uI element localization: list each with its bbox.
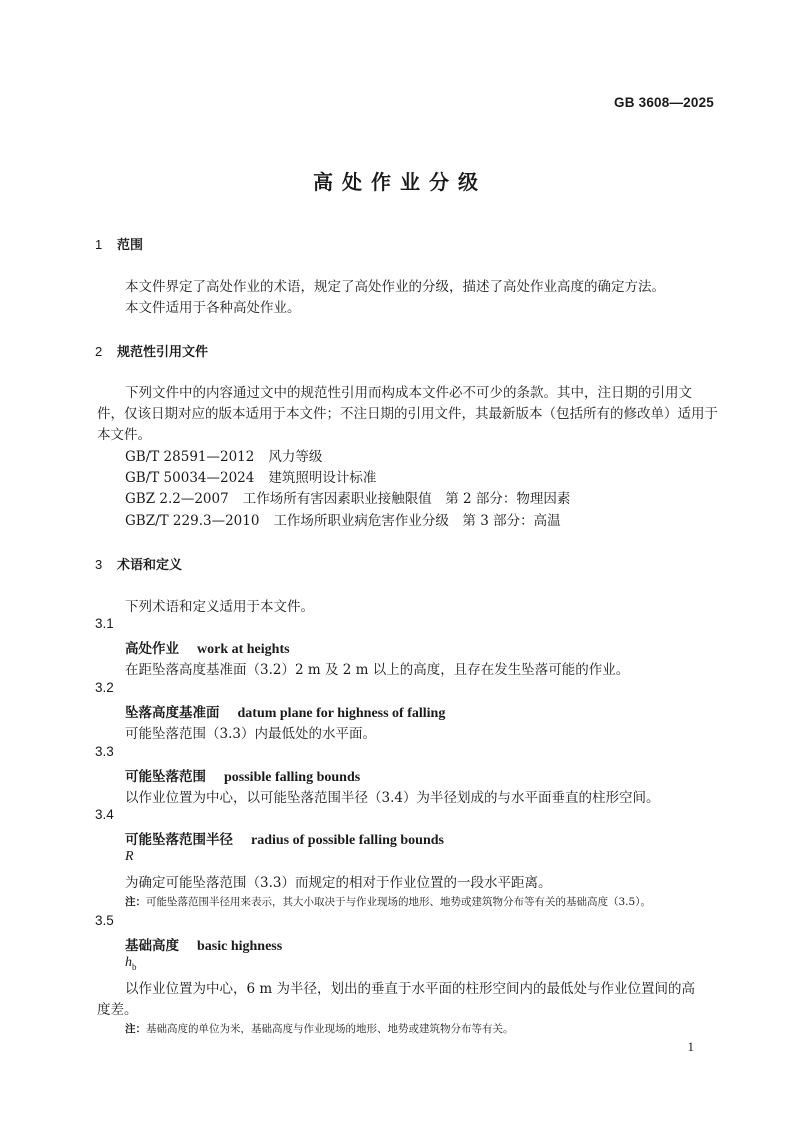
paragraph-line: 下列文件中的内容通过文中的规范性引用而构成本文件必不可少的条款。其中，注日期的引用文	[125, 385, 692, 401]
paragraph: 本文件界定了高处作业的术语，规定了高处作业的分级，描述了高处作业高度的确定方法。	[125, 279, 665, 295]
term-definition: 为确定可能坠落范围（3.3）而规定的相对于作业位置的一段水平距离。	[125, 875, 552, 891]
section-title: 术语和定义	[117, 558, 183, 573]
term-definition: 在距坠落高度基准面（3.2）2 m 及 2 m 以上的高度，且存在发生坠落可能的作业。	[125, 662, 630, 678]
reference-title: 建筑照明设计标准	[268, 470, 377, 486]
note-label: 注：	[125, 1023, 146, 1035]
section-title: 范围	[117, 238, 144, 253]
clause-number: 3.3	[95, 744, 114, 759]
section-number: 3	[95, 557, 103, 572]
clause-number: 3.4	[95, 807, 114, 822]
reference-title: 工作场所职业病危害作业分级 第 3 部分：高温	[273, 513, 561, 529]
document-title: 高处作业分级	[313, 170, 487, 194]
clause-number: 3.1	[95, 616, 114, 631]
term-en: basic highness	[197, 939, 283, 954]
section-number: 2	[95, 344, 103, 359]
term-definition: 以作业位置为中心，6 m 为半径，划出的垂直于水平面的柱形空间内的最低处与作业位置间的高	[125, 981, 695, 997]
reference-code: GB/T 28591—2012	[125, 449, 255, 465]
term-zh: 可能坠落范围半径	[125, 832, 233, 848]
term-en: radius of possible falling bounds	[251, 833, 444, 848]
reference-code: GB/T 50034—2024	[125, 470, 255, 486]
clause-number: 3.5	[95, 913, 114, 928]
note-text: 可能坠落范围半径用来表示，其大小取决于与作业现场的地形、地势或建筑物分布等有关的基础高度（3.5）。	[146, 896, 651, 908]
term-heading	[125, 934, 282, 955]
reference-item	[125, 487, 570, 507]
note-text: 基础高度的单位为米，基础高度与作业现场的地形、地势或建筑物分布等有关。	[146, 1023, 514, 1035]
term-zh: 可能坠落范围	[125, 769, 206, 785]
term-definition: 可能坠落范围（3.3）内最低处的水平面。	[125, 726, 376, 742]
term-heading	[125, 637, 290, 658]
section-1-heading	[95, 234, 143, 253]
term-zh: 坠落高度基准面	[125, 705, 220, 721]
reference-title: 风力等级	[268, 449, 323, 465]
term-en: work at heights	[197, 642, 290, 657]
term-en: possible falling bounds	[224, 770, 361, 785]
paragraph: 下列术语和定义适用于本文件。	[125, 599, 314, 615]
paragraph-line: 本文件。	[97, 427, 151, 443]
section-2-heading	[95, 341, 208, 360]
reference-item	[125, 466, 376, 486]
term-definition: 度差。	[97, 1002, 138, 1018]
paragraph-line: 件，仅该日期对应的版本适用于本文件；不注日期的引用文件，其最新版本（包括所有的修改单）适用于	[97, 406, 718, 422]
reference-item	[125, 509, 561, 529]
term-heading	[125, 765, 360, 786]
term-heading	[125, 701, 445, 722]
page-number: 1	[687, 1039, 694, 1054]
reference-item	[125, 445, 322, 465]
paragraph: 本文件适用于各种高处作业。	[125, 300, 301, 316]
term-note	[125, 1021, 514, 1036]
section-number: 1	[95, 237, 103, 252]
reference-title: 工作场所有害因素职业接触限值 第 2 部分：物理因素	[242, 491, 571, 507]
symbol-subscript: b	[132, 961, 137, 972]
clause-number: 3.2	[95, 680, 114, 695]
term-heading	[125, 828, 444, 849]
section-3-heading	[95, 554, 182, 573]
term-zh: 高处作业	[125, 641, 179, 657]
term-symbol: $h_b$	[125, 955, 137, 972]
reference-code: GBZ/T 229.3—2010	[125, 513, 260, 529]
note-label: 注：	[125, 896, 146, 908]
reference-code: GBZ 2.2—2007	[125, 491, 229, 507]
standard-number: GB 3608—2025	[614, 95, 714, 110]
section-title: 规范性引用文件	[117, 345, 209, 360]
term-zh: 基础高度	[125, 938, 179, 954]
term-symbol: R	[125, 849, 134, 864]
term-note	[125, 894, 651, 909]
term-en: datum plane for highness of falling	[237, 706, 446, 721]
term-definition: 以作业位置为中心，以可能坠落范围半径（3.4）为半径划成的与水平面垂直的柱形空间。	[125, 790, 660, 806]
